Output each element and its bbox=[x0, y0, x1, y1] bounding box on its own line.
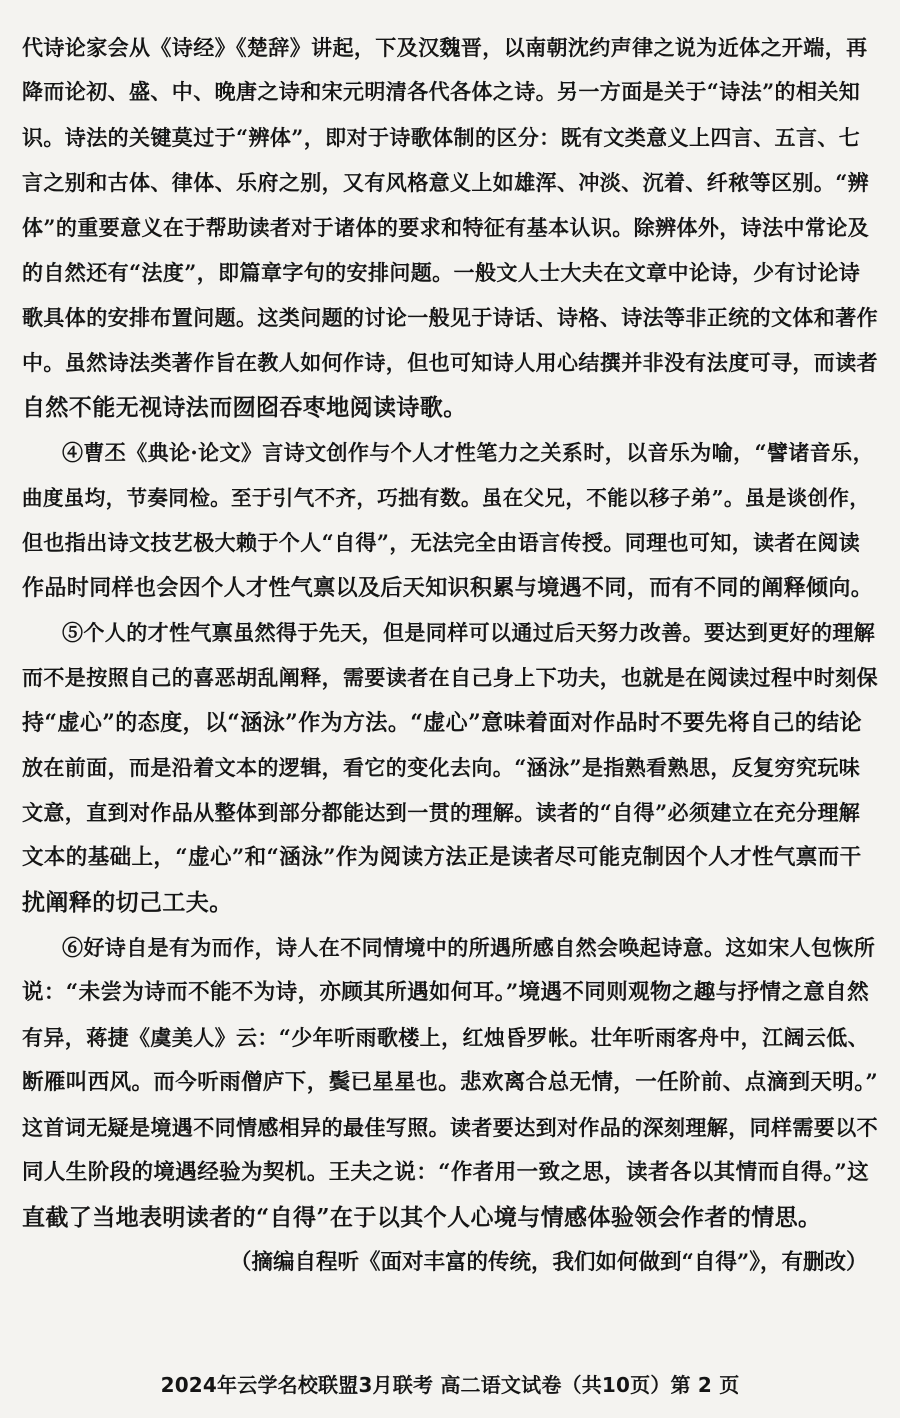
text-line: 同人生阶段的境遇经验为契机。王夫之说：“作者用一致之思，读者各以其情而自得。”这 bbox=[22, 1160, 869, 1185]
text-line: 降而论初、盛、中、晚唐之诗和宋元明清各代各体之诗。另一方面是关于“诗法”的相关知 bbox=[22, 79, 861, 104]
text-line: 持“虚心”的态度，以“涵泳”作为方法。“虚心”意味着面对作品时不要先将自己的结论 bbox=[22, 710, 862, 736]
text-line: 说：“未尝为诗而不能不为诗，亦顾其所遇如何耳。”境遇不同则观物之趣与抒情之意自然 bbox=[22, 980, 869, 1005]
text-line: 文本的基础上，“虚心”和“涵泳”作为阅读方法正是读者尽可能克制因个人才性气禀而干 bbox=[22, 845, 862, 870]
text-line: 而不是按照自己的喜恶胡乱阐释，需要读者在自己身上下功夫，也就是在阅读过程中时刻保 bbox=[22, 665, 878, 690]
text-line: 有异，蒋捷《虞美人》云：“少年听雨歌楼上，红烛昏罗帐。壮年听雨客舟中，江阔云低、 bbox=[22, 1025, 870, 1050]
text-line: 识。诗法的关键莫过于“辨体”，即对于诗歌体制的区分：既有文类意义上四言、五言、七 bbox=[22, 125, 861, 150]
source-attribution: （摘编自程听《面对丰富的传统，我们如何做到“自得”》，有删改） bbox=[230, 1250, 868, 1275]
text-line: 这首词无疑是境遇不同情感相异的最佳写照。读者要达到对作品的深刻理解，同样需要以不 bbox=[22, 1115, 878, 1140]
text-line: 中。虽然诗法类著作旨在教人如何作诗，但也可知诗人用心结撰并非没有法度可寻，而读者 bbox=[22, 350, 878, 375]
text-line: 扰阐释的切己工夫。 bbox=[22, 889, 233, 916]
text-line: ⑤个人的才性气禀虽然得于先天，但是同样可以通过后天努力改善。要达到更好的理解 bbox=[62, 620, 876, 645]
text-line: ⑥好诗自是有为而作，诗人在不同情境中的所遇所感自然会唤起诗意。这如宋人包恢所 bbox=[62, 935, 876, 960]
text-line: 但也指出诗文技艺极大赖于个人“自得”，无法完全由语言传授。同理也可知，读者在阅读 bbox=[22, 530, 861, 555]
text-line: 放在前面，而是沿着文本的逻辑，看它的变化去向。“涵泳”是指熟看熟思，反复穷究玩味 bbox=[22, 755, 861, 780]
text-line: 体”的重要意义在于帮助读者对于诸体的要求和特征有基本认识。除辨体外，诗法中常论及 bbox=[22, 215, 870, 240]
text-line: 的自然还有“法度”，即篇章字句的安排问题。一般文人士大夫在文章中论诗，少有讨论诗 bbox=[22, 260, 861, 285]
text-line: 作品时同样也会因个人才性气禀以及后天知识积累与境遇不同，而有不同的阐释倾向。 bbox=[22, 575, 874, 601]
bleed-through-decoration bbox=[220, 1300, 820, 1324]
text-line: 自然不能无视诗法而囫囵吞枣地阅读诗歌。 bbox=[22, 394, 467, 421]
text-line: 曲度虽均，节奏同检。至于引气不齐，巧拙有数。虽在父兄，不能以移子弟”。虽是谈创作， bbox=[22, 486, 871, 510]
page-footer: 2024年云学名校联盟3月联考 高二语文试卷（共10页）第 2 页 bbox=[160, 1373, 740, 1397]
text-line: 歌具体的安排布置问题。这类问题的讨论一般见于诗话、诗格、诗法等非正统的文体和著作 bbox=[22, 305, 878, 330]
text-line: 言之别和古体、律体、乐府之别，又有风格意义上如雄浑、冲淡、沉着、纤秾等区别。“辨 bbox=[22, 170, 870, 195]
text-line: 断雁叫西风。而今听雨僧庐下，鬓已星星也。悲欢离合总无情，一任阶前、点滴到天明。” bbox=[22, 1070, 879, 1095]
text-line: ④曹丕《典论·论文》言诗文创作与个人才性笔力之关系时，以音乐为喻，“譬诸音乐， bbox=[62, 440, 874, 465]
text-line: 文意，直到对作品从整体到部分都能达到一贯的理解。读者的“自得”必须建立在充分理解 bbox=[22, 800, 861, 825]
text-line: 代诗论家会从《诗经》《楚辞》讲起，下及汉魏晋，以南朝沈约声律之说为近体之开端，再 bbox=[22, 35, 868, 60]
text-line: 直截了当地表明读者的“自得”在于以其个人心境与情感体验领会作者的情思。 bbox=[22, 1204, 822, 1231]
